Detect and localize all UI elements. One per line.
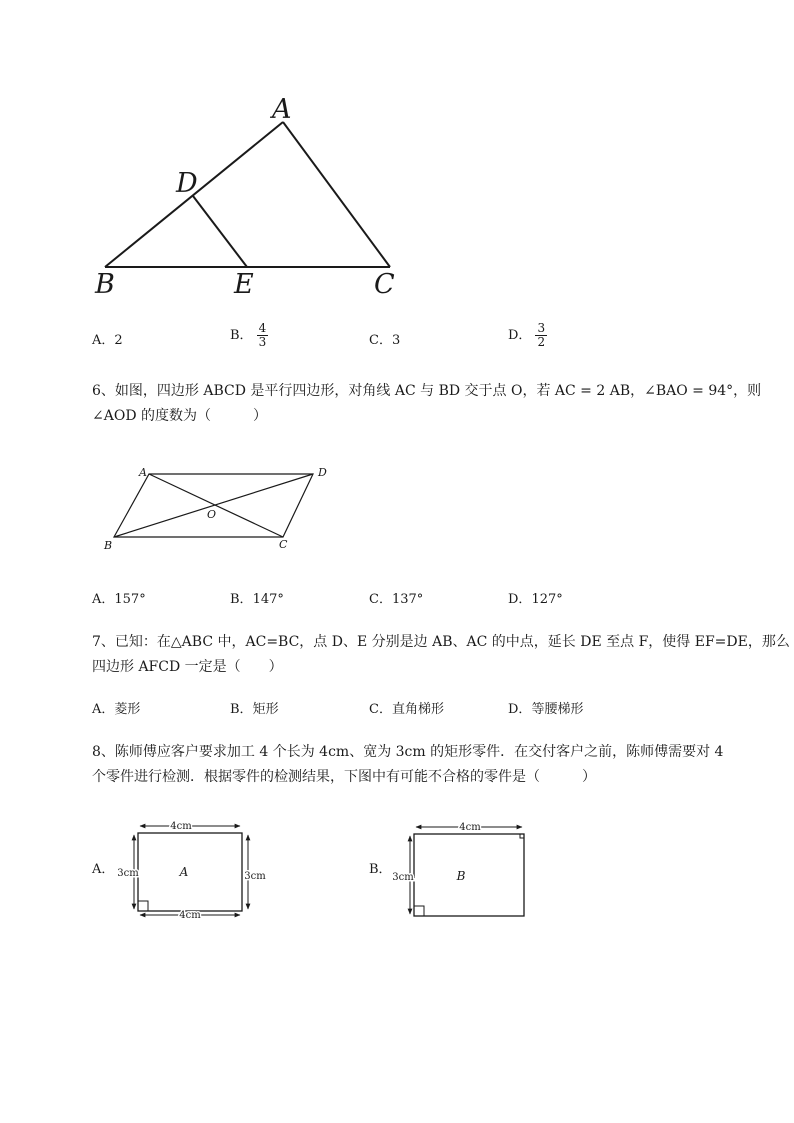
- label-C: C: [279, 538, 288, 551]
- option-letter: B．: [230, 702, 253, 717]
- label-A: A: [272, 94, 292, 125]
- option-letter: C．: [369, 702, 392, 717]
- option-letter: B．: [230, 592, 253, 607]
- option-value: 157°: [114, 592, 146, 607]
- part-name-a: A: [179, 865, 189, 879]
- label-B: B: [95, 269, 115, 300]
- option-value: 137°: [391, 592, 424, 607]
- option-letter: D．: [508, 702, 532, 717]
- label-C: C: [374, 269, 395, 300]
- part-a-figure: [117, 821, 266, 921]
- option-value: 147°: [252, 592, 284, 607]
- q6-line2: ∠AOD 的度数为（ ）: [92, 408, 267, 424]
- dim-top-a: 4cm: [170, 821, 192, 832]
- q8-line2: 个零件进行检测．根据零件的检测结果，下图中有可能不合格的零件是（ ）: [92, 769, 596, 785]
- dim-bottom-a: 4cm: [179, 910, 201, 921]
- option-value: 127°: [531, 592, 563, 607]
- label-A: A: [139, 466, 147, 479]
- option-letter: C．: [369, 592, 392, 607]
- q7-line2: 四边形 AFCD 一定是（ ）: [92, 659, 283, 675]
- q8-option-b-label[interactable]: B．: [369, 862, 392, 877]
- dim-top-b: 4cm: [459, 822, 481, 833]
- option-letter: A．: [92, 592, 115, 607]
- label-D: D: [318, 466, 327, 479]
- dim-right-a: 3cm: [244, 871, 266, 882]
- label-E: E: [234, 269, 254, 300]
- q8-option-a-label[interactable]: A．: [92, 862, 115, 877]
- part-name-b: B: [456, 869, 466, 883]
- option-letter: C．: [369, 333, 392, 348]
- q6-line1: 6、如图，四边形 ABCD 是平行四边形，对角线 AC 与 BD 交于点 O，若 AC = 2 AB，∠BAO = 94°，则: [92, 383, 762, 399]
- label-D: D: [176, 168, 198, 199]
- option-value: 2: [114, 333, 123, 348]
- option-value: 菱形: [114, 702, 141, 717]
- option-letter: D．: [508, 328, 532, 343]
- denominator: 3: [258, 335, 267, 349]
- option-letter: A．: [92, 333, 115, 348]
- numerator: 4: [258, 321, 267, 335]
- label-O: O: [207, 508, 217, 521]
- label-B: B: [104, 539, 113, 552]
- denominator: 2: [537, 335, 546, 349]
- option-letter: A．: [92, 702, 115, 717]
- q7-line1: 7、已知：在△ABC 中，AC=BC，点 D、E 分别是边 AB、AC 的中点，延长 DE 至点 F，使得 EF=DE，那么: [92, 634, 790, 650]
- option-letter: D．: [508, 592, 532, 607]
- option-value: 矩形: [252, 702, 279, 717]
- option-value: 等腰梯形: [531, 702, 584, 717]
- part-b-figure: [392, 822, 524, 916]
- numerator: 3: [537, 321, 546, 335]
- q8-line1: 8、陈师傅应客户要求加工 4 个长为 4cm、宽为 3cm 的矩形零件．在交付客户之前，陈师傅需要对 4: [92, 744, 724, 760]
- option-value: 3: [391, 333, 401, 348]
- dim-left-a: 3cm: [117, 868, 139, 879]
- option-value: 直角梯形: [391, 702, 444, 717]
- option-letter: B．: [230, 328, 253, 343]
- dim-left-b: 3cm: [392, 872, 414, 883]
